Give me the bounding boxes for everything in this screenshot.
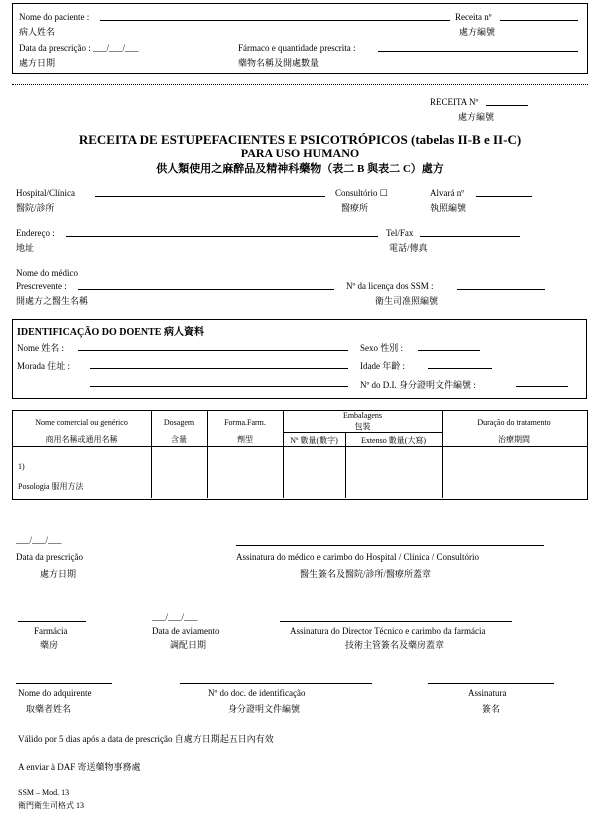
licenca-cn: 衛生司准照編號	[375, 296, 439, 306]
director-field[interactable]	[280, 621, 512, 622]
licenca-field[interactable]	[457, 289, 545, 290]
assinatura-field[interactable]	[428, 683, 554, 684]
tel-cn: 電話/傳真	[389, 243, 428, 253]
adquirente-field[interactable]	[16, 683, 112, 684]
receipt-number-label: RECEITA Nº	[430, 97, 479, 107]
prescription-date-label: Data da prescrição : ___/___/___	[19, 43, 139, 53]
consultorio-label[interactable]: Consultório ☐	[335, 188, 388, 198]
alvara-field[interactable]	[476, 196, 532, 197]
di-label: Nº do D.I. 身分證明文件編號 :	[360, 380, 476, 390]
director-cn: 技術主管簽名及藥房蓋章	[345, 640, 445, 650]
send-note: A enviar à DAF 寄送藥物事務處	[18, 762, 141, 772]
sig1-date-label: Data da prescrição	[16, 552, 83, 562]
idade-input[interactable]	[428, 368, 492, 369]
sexo-label: Sexo 性別 :	[360, 343, 404, 353]
prescription-date-cn: 處方日期	[19, 58, 56, 68]
sig1-sign-field[interactable]	[236, 545, 544, 546]
aviamento-date-blank[interactable]: ___/___/___	[152, 612, 198, 622]
col-duracao-header: Duração do tratamento	[477, 418, 551, 427]
director-label: Assinatura do Director Técnico e carimbo da farmácia	[290, 626, 486, 636]
receipt-no-label: Receita nº	[455, 12, 492, 22]
sig1-date-blank[interactable]: ___/___/___	[16, 535, 62, 545]
prescrevente-field[interactable]	[78, 289, 334, 290]
drug-qty-label: Fármaco e quantidade prescrita :	[238, 43, 356, 53]
idade-label: Idade 年齡 :	[360, 361, 405, 371]
tel-field[interactable]	[420, 236, 520, 237]
page-title-cn: 供人類使用之麻醉品及精神科藥物（表二 B 與表二 C）處方	[156, 163, 444, 175]
alvara-label: Alvará nº	[430, 188, 465, 198]
prescrevente-label: Prescrevente :	[16, 281, 67, 291]
receipt-number-cn: 處方編號	[458, 112, 495, 122]
col-forma-header: Forma.Farm.	[224, 418, 266, 427]
model-code-cn: 衛門衛生司格式 13	[18, 801, 84, 810]
aviamento-label: Data de aviamento	[152, 626, 220, 636]
item-number: 1)	[18, 462, 25, 471]
embalagens-divider	[283, 432, 442, 433]
col-num-header: Nº 數量(數字)	[290, 436, 338, 445]
doc-id-field[interactable]	[180, 683, 372, 684]
col-nome-cn: 商用名稱或通用名稱	[45, 435, 118, 444]
adquirente-label: Nome do adquirente	[18, 688, 92, 698]
patient-name-label: Nome do paciente :	[19, 12, 90, 22]
patient-name-input[interactable]	[78, 350, 348, 351]
patient-name-label: Nome 姓名 :	[17, 343, 64, 353]
col-dosagem-header: Dosagem	[163, 418, 195, 427]
sig1-date-cn: 處方日期	[40, 569, 77, 579]
patient-name-cn: 病人姓名	[19, 27, 56, 37]
col-dosagem-cn: 含量	[171, 435, 187, 444]
col-embalagens-header: Embalagens	[342, 411, 383, 420]
farmacia-cn: 藥房	[40, 640, 59, 650]
sexo-input[interactable]	[418, 350, 480, 351]
patient-name-field[interactable]	[100, 20, 450, 21]
table-row[interactable]	[13, 447, 150, 497]
col-extenso-header: Extenso 數量(大寫)	[360, 436, 427, 445]
drug-qty-cn: 藥物名稱及開處數量	[238, 58, 320, 68]
receipt-number-field[interactable]	[486, 105, 528, 106]
farmacia-label: Farmácia	[34, 626, 68, 636]
morada-input-2[interactable]	[90, 386, 348, 387]
col-forma-cn: 劑型	[237, 435, 253, 444]
di-input[interactable]	[516, 386, 568, 387]
hospital-label: Hospital/Clínica	[16, 188, 75, 198]
endereco-field[interactable]	[66, 236, 378, 237]
endereco-cn: 地址	[16, 243, 35, 253]
sig1-sign-cn: 醫生簽名及醫院/診所/醫療所蓋章	[300, 569, 432, 579]
sig1-sign-label: Assinatura do médico e carimbo do Hospital / Clínica / Consultório	[236, 552, 479, 562]
medico-cn: 開處方之醫生名稱	[16, 296, 89, 306]
adquirente-cn: 取藥者姓名	[26, 704, 72, 714]
morada-label: Morada 住址 :	[17, 361, 70, 371]
hospital-cn: 醫院/診所	[16, 203, 55, 213]
hospital-field[interactable]	[95, 196, 325, 197]
col-nome-header: Nome comercial ou genérico	[35, 418, 128, 427]
page-title: RECEITA DE ESTUPEFACIENTES E PSICOTRÓPICOS (tabelas II-B e II-C)	[78, 132, 522, 147]
model-code: SSM – Mod. 13	[18, 788, 70, 797]
morada-input-1[interactable]	[90, 368, 348, 369]
receipt-no-field[interactable]	[500, 20, 578, 21]
doc-id-label: Nº do doc. de identificação	[208, 688, 306, 698]
assinatura-label: Assinatura	[468, 688, 507, 698]
posologia-label: Posologia 服用方法	[18, 482, 84, 491]
drug-qty-field[interactable]	[378, 51, 578, 52]
assinatura-cn: 簽名	[482, 704, 501, 714]
endereco-label: Endereço :	[16, 228, 55, 238]
page-subtitle: PARA USO HUMANO	[240, 146, 360, 160]
alvara-cn: 執照編號	[430, 203, 467, 213]
tel-label: Tel/Fax	[386, 228, 414, 238]
aviamento-cn: 調配日期	[170, 640, 207, 650]
medico-label: Nome do médico	[16, 268, 78, 278]
farmacia-field[interactable]	[18, 621, 86, 622]
col-duracao-cn: 治療期間	[498, 435, 530, 444]
doc-id-cn: 身分證明文件編號	[228, 704, 301, 714]
validity-note: Válido por 5 dias após a data de prescrição 自處方日期起五日內有效	[18, 734, 274, 744]
col-embalagens-cn: 包裝	[354, 422, 371, 431]
consultorio-cn: 醫療所	[341, 203, 369, 213]
licenca-label: Nº da licença dos SSM :	[346, 281, 434, 291]
patient-heading: IDENTIFICAÇÃO DO DOENTE 病人資料	[17, 327, 204, 338]
cut-line	[12, 84, 588, 85]
receipt-no-cn: 處方編號	[459, 27, 496, 37]
